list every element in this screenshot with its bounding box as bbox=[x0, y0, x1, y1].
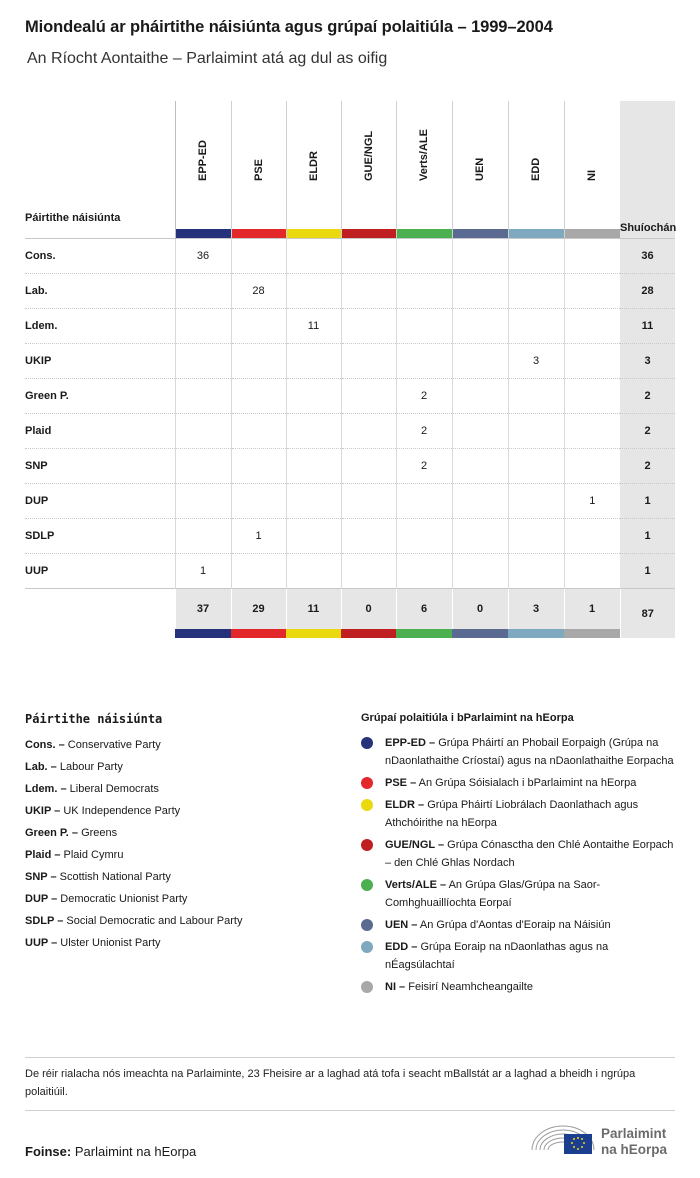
seat-count-cell bbox=[341, 414, 396, 449]
seat-count-cell bbox=[396, 309, 452, 344]
row-total-cell: 2 bbox=[620, 414, 675, 449]
seat-count-cell bbox=[286, 274, 341, 309]
party-legend-item bbox=[25, 822, 345, 844]
party-name-cell: UUP bbox=[25, 554, 175, 589]
party-full-name: Democratic Unionist Party bbox=[60, 893, 188, 905]
seat-count-cell bbox=[286, 379, 341, 414]
group-color-bar bbox=[176, 229, 231, 238]
seat-count-cell: 2 bbox=[396, 414, 452, 449]
party-legend-item bbox=[25, 734, 345, 756]
group-code-label: PSE bbox=[252, 158, 265, 181]
source-label: Foinse: bbox=[25, 1144, 72, 1159]
seat-count-cell bbox=[508, 239, 564, 274]
seat-count-cell bbox=[564, 309, 620, 344]
seat-count-cell bbox=[508, 414, 564, 449]
group-color-dot-icon bbox=[361, 981, 373, 993]
group-total-cell: 0 bbox=[341, 589, 396, 630]
row-total-cell: 1 bbox=[620, 554, 675, 589]
seat-count-cell bbox=[564, 344, 620, 379]
party-legend-item bbox=[25, 800, 345, 822]
group-legend-item bbox=[361, 916, 677, 934]
seat-count-cell bbox=[175, 449, 231, 484]
blank-cell bbox=[25, 629, 175, 638]
party-name-cell: Green P. bbox=[25, 379, 175, 414]
group-color-bar bbox=[509, 229, 564, 238]
seat-count-cell: 11 bbox=[286, 309, 341, 344]
seat-count-cell: 2 bbox=[396, 379, 452, 414]
group-abbreviation: PSE – bbox=[385, 777, 417, 789]
seat-count-cell bbox=[508, 449, 564, 484]
page-subtitle: An Ríocht Aontaithe – Parlaimint atá ag dul as oifig bbox=[27, 50, 388, 67]
party-legend-item bbox=[25, 756, 345, 778]
seat-count-cell bbox=[564, 519, 620, 554]
table-row bbox=[25, 414, 675, 449]
seat-count-cell bbox=[231, 414, 286, 449]
seat-count-cell bbox=[286, 554, 341, 589]
seat-count-cell: 36 bbox=[175, 239, 231, 274]
group-column-header bbox=[452, 101, 508, 239]
seat-count-cell bbox=[396, 519, 452, 554]
seat-count-cell bbox=[508, 379, 564, 414]
group-column-header bbox=[508, 101, 564, 239]
party-full-name: Liberal Democrats bbox=[69, 783, 159, 795]
grand-total-cell: 87 bbox=[620, 589, 675, 639]
group-color-bar bbox=[287, 229, 341, 238]
group-full-name: Grúpa Pháirtí an Phobail Eorpaigh (Grúpa na nDaonlathaithe Críostaí) agus na nDaonlathaithe Eorpacha bbox=[385, 737, 674, 767]
seat-count-cell: 2 bbox=[396, 449, 452, 484]
seat-count-cell bbox=[452, 239, 508, 274]
seat-count-cell bbox=[286, 519, 341, 554]
party-name-cell: SNP bbox=[25, 449, 175, 484]
row-total-cell: 28 bbox=[620, 274, 675, 309]
seat-count-cell bbox=[175, 414, 231, 449]
group-color-dot-icon bbox=[361, 879, 373, 891]
row-total-cell: 11 bbox=[620, 309, 675, 344]
group-code-label: ELDR bbox=[307, 151, 320, 181]
divider bbox=[25, 1057, 675, 1058]
group-legend-item bbox=[361, 796, 677, 832]
seat-count-cell bbox=[175, 379, 231, 414]
seat-count-cell bbox=[564, 274, 620, 309]
group-full-name: Grúpa Pháirtí Liobrálach Daonlathach agus Athchóirithe na hEorpa bbox=[385, 799, 639, 829]
seat-count-cell bbox=[508, 519, 564, 554]
group-color-bar bbox=[397, 229, 452, 238]
seat-count-cell bbox=[396, 554, 452, 589]
group-color-bar-row bbox=[25, 629, 675, 638]
group-color-bar bbox=[342, 229, 396, 238]
seat-count-cell: 3 bbox=[508, 344, 564, 379]
seat-count-cell bbox=[564, 239, 620, 274]
party-name-cell: Ldem. bbox=[25, 309, 175, 344]
group-code-label: UEN bbox=[474, 157, 486, 181]
group-color-dot-icon bbox=[361, 919, 373, 931]
blank-cell bbox=[25, 589, 175, 630]
table-row bbox=[25, 519, 675, 554]
group-abbreviation: EPP-ED – bbox=[385, 737, 436, 749]
group-code-label: Verts/ALE bbox=[418, 129, 430, 181]
seat-count-cell bbox=[341, 239, 396, 274]
party-abbreviation: SNP – bbox=[25, 871, 57, 883]
row-total-cell: 1 bbox=[620, 484, 675, 519]
seat-count-cell bbox=[231, 484, 286, 519]
group-abbreviation: Verts/ALE – bbox=[385, 879, 447, 891]
seat-count-cell bbox=[452, 414, 508, 449]
party-abbreviation: Cons. – bbox=[25, 739, 65, 751]
seat-count-cell bbox=[175, 344, 231, 379]
group-code-label: EDD bbox=[530, 157, 542, 181]
party-full-name: Labour Party bbox=[59, 761, 123, 773]
group-legend-item bbox=[361, 978, 677, 996]
seat-count-cell bbox=[508, 484, 564, 519]
seat-count-cell bbox=[452, 484, 508, 519]
group-total-cell: 6 bbox=[396, 589, 452, 630]
group-color-bar bbox=[286, 629, 341, 638]
logo-line-2: na hEorpa bbox=[601, 1142, 668, 1157]
party-abbreviation: Lab. – bbox=[25, 761, 57, 773]
group-code-label: NI bbox=[586, 170, 599, 181]
group-code-label: GUE/NGL bbox=[362, 130, 375, 181]
group-color-bar bbox=[396, 629, 452, 638]
total-column-label: Shuíochán bbox=[620, 222, 677, 234]
group-color-bar bbox=[175, 629, 231, 638]
group-full-name: An Grúpa Glas/Grúpa na Saor-Comhghuaillíochta Eorpaí bbox=[385, 879, 601, 909]
group-color-bar bbox=[341, 629, 396, 638]
group-legend-item bbox=[361, 734, 677, 770]
group-legend-item bbox=[361, 938, 677, 974]
seat-count-cell: 1 bbox=[175, 554, 231, 589]
seat-count-cell bbox=[231, 309, 286, 344]
seat-count-cell bbox=[396, 274, 452, 309]
party-legend-item bbox=[25, 910, 345, 932]
seat-count-cell bbox=[564, 449, 620, 484]
party-abbreviation: Green P. – bbox=[25, 827, 78, 839]
party-full-name: Scottish National Party bbox=[59, 871, 171, 883]
group-full-name: An Grúpa Sóisialach i bParlaimint na hEorpa bbox=[418, 777, 637, 789]
seat-count-cell: 1 bbox=[231, 519, 286, 554]
group-color-bar bbox=[232, 229, 286, 238]
seat-count-cell bbox=[452, 309, 508, 344]
seat-count-cell bbox=[564, 379, 620, 414]
table-row bbox=[25, 554, 675, 589]
row-total-cell: 3 bbox=[620, 344, 675, 379]
row-total-cell: 36 bbox=[620, 239, 675, 274]
seat-count-cell bbox=[286, 449, 341, 484]
seat-count-cell bbox=[508, 309, 564, 344]
seat-count-cell bbox=[286, 414, 341, 449]
group-full-name: Grúpa Cónasctha den Chlé Aontaithe Eorpach – den Chlé Ghlas Nordach bbox=[385, 839, 674, 869]
seat-count-cell bbox=[286, 239, 341, 274]
seat-count-cell bbox=[452, 344, 508, 379]
group-total-cell: 0 bbox=[452, 589, 508, 630]
group-color-dot-icon bbox=[361, 941, 373, 953]
seat-count-cell bbox=[396, 344, 452, 379]
table-row bbox=[25, 484, 675, 519]
seat-count-cell bbox=[564, 414, 620, 449]
seat-count-cell bbox=[452, 274, 508, 309]
seat-count-cell bbox=[231, 379, 286, 414]
source-line bbox=[25, 1144, 196, 1159]
party-full-name: Greens bbox=[81, 827, 118, 839]
table-row bbox=[25, 344, 675, 379]
party-legend-item bbox=[25, 888, 345, 910]
national-parties-legend bbox=[25, 712, 345, 954]
group-abbreviation: GUE/NGL – bbox=[385, 839, 445, 851]
party-abbreviation: DUP – bbox=[25, 893, 58, 905]
party-legend-item bbox=[25, 778, 345, 800]
party-abbreviation: Ldem. – bbox=[25, 783, 67, 795]
seat-count-cell bbox=[452, 449, 508, 484]
group-total-cell: 3 bbox=[508, 589, 564, 630]
european-parliament-logo bbox=[530, 1120, 676, 1160]
table-row bbox=[25, 239, 675, 274]
group-color-bar bbox=[452, 629, 508, 638]
seat-count-cell bbox=[231, 554, 286, 589]
party-legend-item bbox=[25, 844, 345, 866]
party-column-header: Páirtithe náisiúnta bbox=[25, 212, 121, 224]
seat-count-cell bbox=[175, 519, 231, 554]
group-color-dot-icon bbox=[361, 839, 373, 851]
table-row bbox=[25, 449, 675, 484]
group-color-dot-icon bbox=[361, 799, 373, 811]
group-total-cell: 29 bbox=[231, 589, 286, 630]
seat-count-cell bbox=[508, 554, 564, 589]
seat-count-cell bbox=[286, 484, 341, 519]
seat-count-cell: 1 bbox=[564, 484, 620, 519]
seat-count-cell bbox=[341, 519, 396, 554]
group-color-dot-icon bbox=[361, 777, 373, 789]
party-name-cell: Lab. bbox=[25, 274, 175, 309]
group-column-header bbox=[231, 101, 286, 239]
seat-count-cell bbox=[175, 309, 231, 344]
party-full-name: Conservative Party bbox=[67, 739, 161, 751]
group-abbreviation: ELDR – bbox=[385, 799, 425, 811]
group-column-header bbox=[341, 101, 396, 239]
seat-count-cell bbox=[396, 484, 452, 519]
seat-count-cell bbox=[175, 484, 231, 519]
group-abbreviation: NI – bbox=[385, 981, 406, 993]
row-total-cell: 2 bbox=[620, 449, 675, 484]
group-code-label: EPP-ED bbox=[197, 140, 209, 181]
party-full-name: Plaid Cymru bbox=[63, 849, 124, 861]
seat-count-cell bbox=[564, 554, 620, 589]
group-full-name: Grúpa Eoraip na nDaonlathas agus na nÉagsúlachtaí bbox=[385, 941, 609, 971]
party-abbreviation: UUP – bbox=[25, 937, 58, 949]
national-parties-legend-title: Páirtithe náisiúnta bbox=[25, 712, 163, 726]
group-total-cell: 1 bbox=[564, 589, 620, 630]
seat-count-cell bbox=[341, 484, 396, 519]
group-column-header bbox=[564, 101, 620, 239]
group-column-header bbox=[175, 101, 231, 239]
group-color-bar bbox=[564, 629, 620, 638]
group-legend-item bbox=[361, 774, 677, 792]
party-legend-item bbox=[25, 932, 345, 954]
group-total-cell: 37 bbox=[175, 589, 231, 630]
group-color-bar bbox=[453, 229, 508, 238]
group-color-bar bbox=[565, 229, 621, 238]
party-legend-item bbox=[25, 866, 345, 888]
logo-line-1: Parlaimint bbox=[601, 1126, 667, 1141]
seat-count-cell bbox=[396, 239, 452, 274]
group-column-header bbox=[396, 101, 452, 239]
group-color-bar bbox=[508, 629, 564, 638]
seat-count-cell bbox=[452, 379, 508, 414]
seat-count-cell bbox=[452, 519, 508, 554]
political-groups-legend bbox=[361, 712, 677, 1000]
source-value: Parlaimint na hEorpa bbox=[74, 1144, 197, 1159]
group-totals-row bbox=[25, 589, 675, 630]
group-full-name: Feisirí Neamhcheangailte bbox=[408, 981, 533, 993]
footnote: De réir rialacha nós imeachta na Parlaiminte, 23 Fheisire ar a laghad atá tofa i seacht mBallstát ar a laghad a bheidh i ngrúpa polaitiúil. bbox=[25, 1068, 636, 1098]
row-total-cell: 1 bbox=[620, 519, 675, 554]
group-full-name: An Grúpa d'Aontas d'Eoraip na Náisiún bbox=[419, 919, 611, 931]
seat-count-cell bbox=[341, 379, 396, 414]
party-name-cell: UKIP bbox=[25, 344, 175, 379]
divider bbox=[25, 1110, 675, 1111]
party-abbreviation: SDLP – bbox=[25, 915, 64, 927]
parliament-hemicycle-icon bbox=[530, 1120, 596, 1156]
total-column-header bbox=[620, 101, 675, 239]
seat-count-cell bbox=[341, 274, 396, 309]
seat-count-cell bbox=[231, 344, 286, 379]
party-name-cell: SDLP bbox=[25, 519, 175, 554]
seat-count-cell bbox=[452, 554, 508, 589]
party-name-cell: DUP bbox=[25, 484, 175, 519]
seat-count-cell bbox=[175, 274, 231, 309]
seat-count-cell: 28 bbox=[231, 274, 286, 309]
seat-count-cell bbox=[231, 449, 286, 484]
party-full-name: Ulster Unionist Party bbox=[60, 937, 161, 949]
party-abbreviation: Plaid – bbox=[25, 849, 61, 861]
table-row bbox=[25, 379, 675, 414]
party-name-cell: Cons. bbox=[25, 239, 175, 274]
seat-count-cell bbox=[341, 344, 396, 379]
seat-count-cell bbox=[508, 274, 564, 309]
row-total-cell: 2 bbox=[620, 379, 675, 414]
party-full-name: Social Democratic and Labour Party bbox=[66, 915, 243, 927]
party-full-name: UK Independence Party bbox=[63, 805, 181, 817]
group-column-header bbox=[286, 101, 341, 239]
seat-count-cell bbox=[286, 344, 341, 379]
seat-count-cell bbox=[341, 449, 396, 484]
group-legend-item bbox=[361, 836, 677, 872]
group-abbreviation: UEN – bbox=[385, 919, 418, 931]
seat-count-cell bbox=[341, 554, 396, 589]
table-row bbox=[25, 274, 675, 309]
group-legend-item bbox=[361, 876, 677, 912]
table-row bbox=[25, 309, 675, 344]
party-name-cell: Plaid bbox=[25, 414, 175, 449]
seat-count-cell bbox=[231, 239, 286, 274]
political-groups-legend-title: Grúpaí polaitiúla i bParlaimint na hEorpa bbox=[361, 712, 574, 724]
group-total-cell: 11 bbox=[286, 589, 341, 630]
page-title: Miondealú ar pháirtithe náisiúnta agus grúpaí polaitiúla – 1999–2004 bbox=[25, 18, 553, 36]
seat-count-cell bbox=[341, 309, 396, 344]
group-color-dot-icon bbox=[361, 737, 373, 749]
seats-table bbox=[25, 101, 675, 638]
group-color-bar bbox=[231, 629, 286, 638]
group-abbreviation: EDD – bbox=[385, 941, 418, 953]
party-abbreviation: UKIP – bbox=[25, 805, 61, 817]
